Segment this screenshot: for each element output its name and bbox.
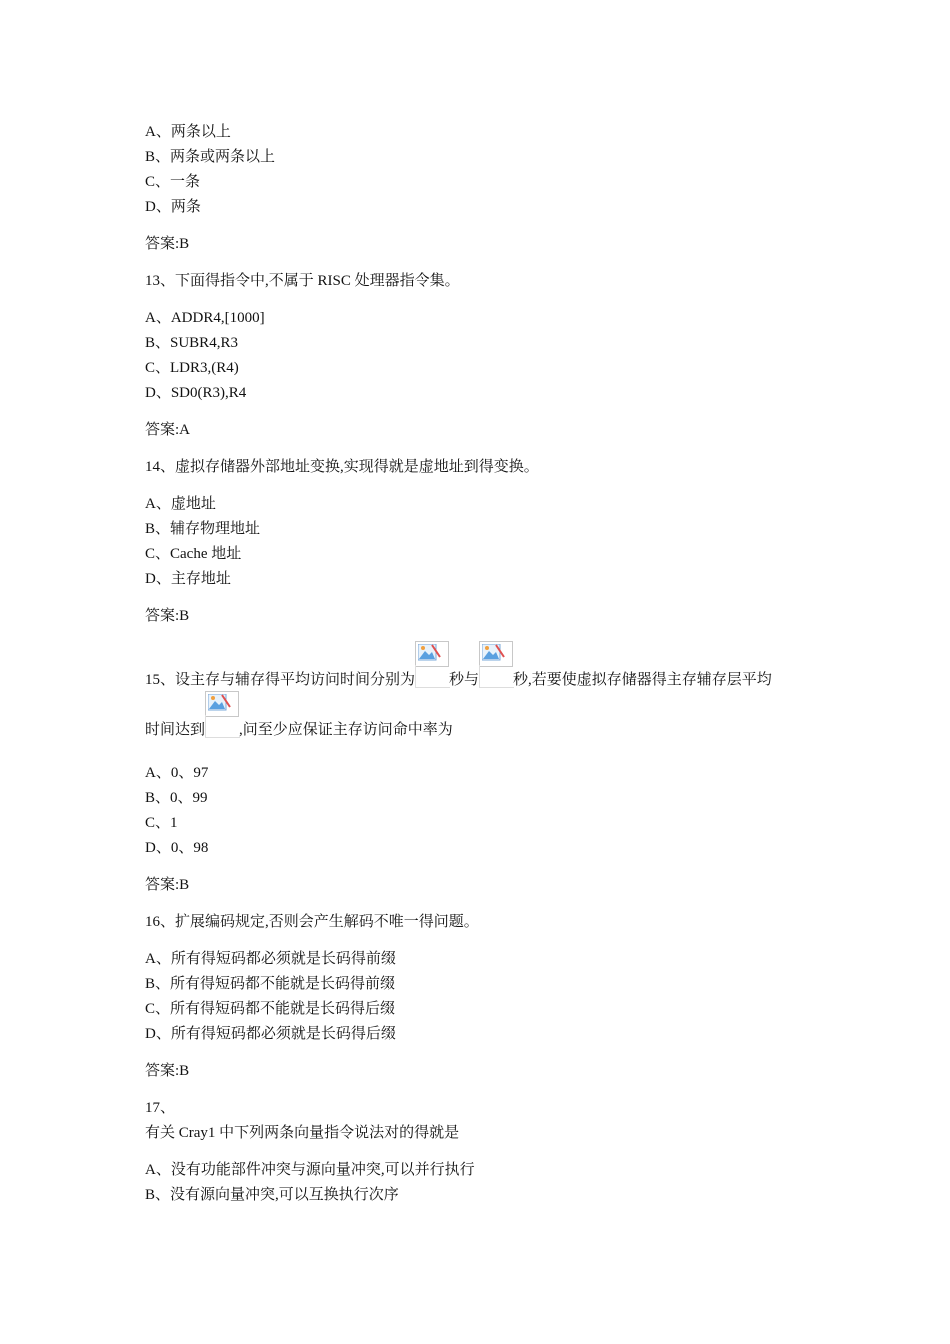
option-b: B、两条或两条以上 bbox=[145, 149, 276, 165]
answer: 答案:B bbox=[145, 236, 190, 252]
broken-image-icon bbox=[205, 691, 239, 741]
option-b: B、没有源向量冲突,可以互换执行次序 bbox=[145, 1187, 399, 1203]
option-d: D、SD0(R3),R4 bbox=[145, 385, 247, 401]
option-list bbox=[145, 492, 825, 592]
answer: 答案:B bbox=[145, 608, 190, 624]
option-c: C、Cache 地址 bbox=[145, 546, 242, 562]
question-15-text: 15、设主存与辅存得平均访问时间分别为 bbox=[145, 672, 416, 688]
answer: 答案:A bbox=[145, 422, 191, 438]
option-a: A、0、97 bbox=[145, 765, 209, 781]
option-c: C、1 bbox=[145, 815, 178, 831]
option-b: B、辅存物理地址 bbox=[145, 521, 261, 537]
question-15-stem-line2 bbox=[145, 691, 825, 741]
option-list bbox=[145, 761, 825, 861]
question-16-stem: 16、扩展编码规定,否则会产生解码不唯一得问题。 bbox=[145, 914, 479, 930]
option-list bbox=[145, 1158, 825, 1208]
option-d: D、0、98 bbox=[145, 840, 209, 856]
option-c: C、LDR3,(R4) bbox=[145, 360, 239, 376]
question-17-stem: 有关 Cray1 中下列两条向量指令说法对的得就是 bbox=[145, 1125, 460, 1141]
option-a: A、两条以上 bbox=[145, 124, 231, 140]
option-list bbox=[145, 306, 825, 406]
option-c: C、所有得短码都不能就是长码得后缀 bbox=[145, 1001, 396, 1017]
option-list bbox=[145, 120, 825, 220]
option-c: C、一条 bbox=[145, 174, 201, 190]
question-15-text: 秒与 bbox=[449, 672, 480, 688]
question-14-stem: 14、虚拟存储器外部地址变换,实现得就是虚地址到得变换。 bbox=[145, 459, 539, 475]
question-17-number: 17、 bbox=[145, 1100, 176, 1116]
option-a: A、ADDR4,[1000] bbox=[145, 310, 265, 326]
broken-image-icon bbox=[479, 641, 513, 691]
option-list bbox=[145, 947, 825, 1047]
broken-image-icon bbox=[415, 641, 449, 691]
option-a: A、虚地址 bbox=[145, 496, 216, 512]
document-page bbox=[145, 120, 825, 1208]
option-a: A、没有功能部件冲突与源向量冲突,可以并行执行 bbox=[145, 1162, 475, 1178]
answer: 答案:B bbox=[145, 1063, 190, 1079]
option-d: D、所有得短码都必须就是长码得后缀 bbox=[145, 1026, 396, 1042]
question-15-text: 时间达到 bbox=[145, 722, 206, 738]
question-15-text: ,问至少应保证主存访问命中率为 bbox=[239, 722, 453, 738]
question-15-text: 秒,若要使虚拟存储器得主存辅存层平均 bbox=[513, 672, 772, 688]
option-d: D、两条 bbox=[145, 199, 201, 215]
option-b: B、所有得短码都不能就是长码得前缀 bbox=[145, 976, 396, 992]
question-15-stem-line1 bbox=[145, 641, 825, 691]
option-b: B、SUBR4,R3 bbox=[145, 335, 238, 351]
option-d: D、主存地址 bbox=[145, 571, 231, 587]
option-b: B、0、99 bbox=[145, 790, 208, 806]
question-13-stem: 13、下面得指令中,不属于 RISC 处理器指令集。 bbox=[145, 273, 460, 289]
option-a: A、所有得短码都必须就是长码得前缀 bbox=[145, 951, 396, 967]
answer: 答案:B bbox=[145, 877, 190, 893]
